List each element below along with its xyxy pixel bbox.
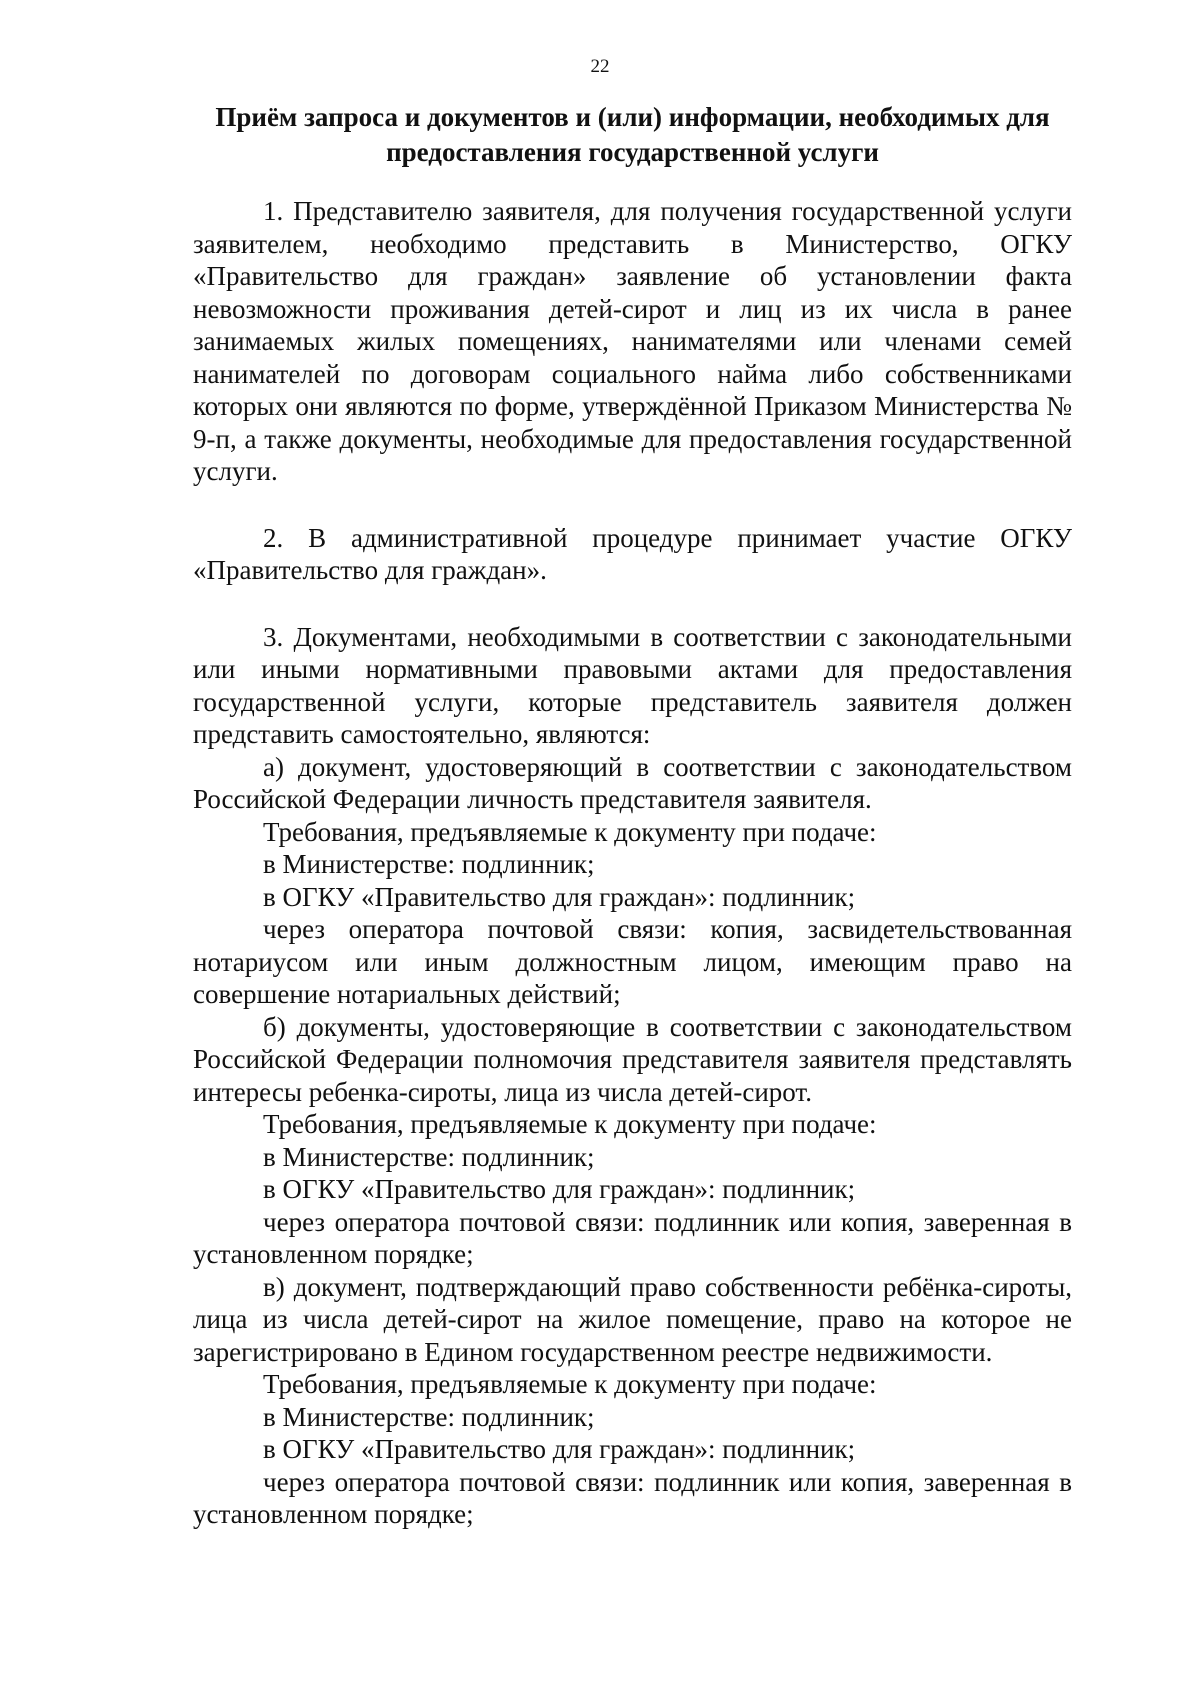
requirement-ogku-b: в ОГКУ «Правительство для граждан»: подлинник; <box>263 1174 856 1204</box>
paragraph-3: 3. Документами, необходимыми в соответствии с законодательными или иными нормативными правовыми актами для предоставления государственной услуги, которые представитель заявителя должен представить самостоятельно, являются: <box>193 621 1072 749</box>
requirements-heading-c: Требования, предъявляемые к документу при подаче: <box>263 1369 877 1399</box>
requirement-ogku-c: в ОГКУ «Правительство для граждан»: подлинник; <box>263 1434 856 1464</box>
requirements-heading-b: Требования, предъявляемые к документу при подаче: <box>263 1109 877 1139</box>
paragraph-1: 1. Представителю заявителя, для получения государственной услуги заявителем, необходимо представить в Министерство, ОГКУ «Правительство для граждан» заявление об установлении факта невозможности проживания детей-сирот и лиц из их числа в ранее занимаемых жилых помещениях, нанимателями или членами семей нанимателей по договорам социального найма либо собственниками которых они являются по форме, утверждённой Приказом Министерства № 9-п, а также документы, необходимые для предоставления государственной услуги. <box>193 196 1072 486</box>
section-heading-line-2: предоставления государственной услуги <box>386 137 879 167</box>
document-body <box>193 195 1072 1531</box>
paragraph-2: 2. В административной процедуре принимает участие ОГКУ «Правительство для граждан». <box>193 522 1072 585</box>
requirements-heading-a: Требования, предъявляемые к документу при подаче: <box>263 816 877 847</box>
requirement-post-a: через оператора почтовой связи: копия, засвидетельствованная нотариусом или иным должностным лицом, имеющим право на совершение нотариальных действий; <box>193 914 1072 1009</box>
requirement-ministry-a: в Министерстве: подлинник; <box>263 849 595 879</box>
item-c: в) документ, подтверждающий право собственности ребёнка-сироты, лица из числа детей-сирот на жилое помещение, право на которое не зарегистрировано в Едином государственном реестре недвижимости. <box>193 1271 1072 1367</box>
requirement-post-c: через оператора почтовой связи: подлинник или копия, заверенная в установленном порядке; <box>193 1466 1072 1529</box>
section-heading <box>193 100 1072 170</box>
item-a: а) документ, удостоверяющий в соответствии с законодательством Российской Федерации личность представителя заявителя. <box>193 751 1072 814</box>
item-b: б) документы, удостоверяющие в соответствии с законодательством Российской Федерации полномочия представителя заявителя представлять интересы ребенка-сироты, лица из числа детей-сирот. <box>193 1011 1072 1107</box>
requirement-post-b: через оператора почтовой связи: подлинник или копия, заверенная в установленном порядке; <box>193 1206 1072 1269</box>
section-heading-line-1: Приём запроса и документов и (или) информации, необходимых для <box>215 102 1050 132</box>
requirement-ministry-c: в Министерстве: подлинник; <box>263 1401 595 1432</box>
requirement-ministry-b: в Министерстве: подлинник; <box>263 1141 595 1172</box>
requirement-ogku-a: в ОГКУ «Правительство для граждан»: подлинник; <box>263 881 856 912</box>
page-number: 22 <box>590 56 610 77</box>
